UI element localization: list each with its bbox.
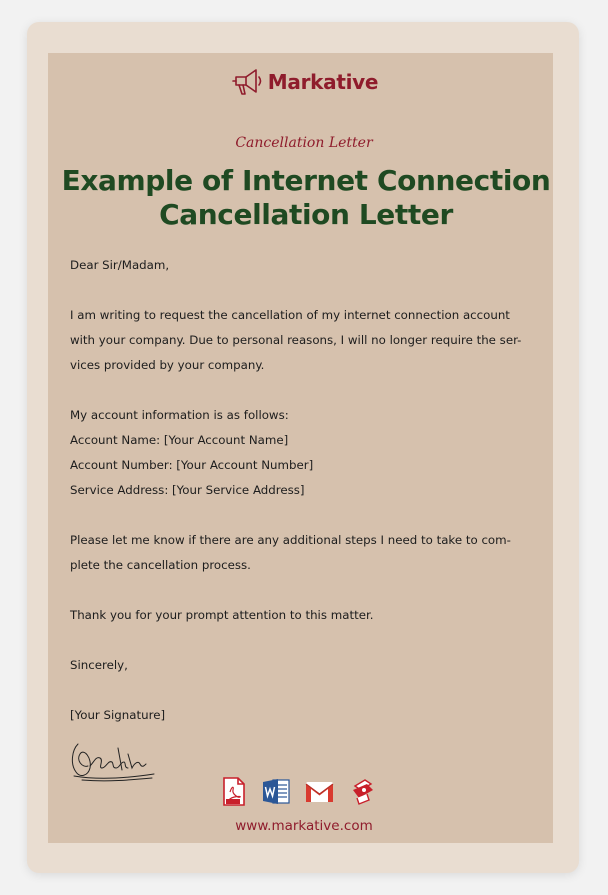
account-name-line: Account Name: [Your Account Name] bbox=[70, 433, 289, 447]
closing: Sincerely, bbox=[70, 658, 128, 672]
greeting: Dear Sir/Madam, bbox=[70, 258, 170, 272]
handwritten-signature bbox=[68, 736, 158, 788]
print-icon[interactable] bbox=[347, 776, 378, 807]
paragraph-line: I am writing to request the cancellation of my internet connection account bbox=[70, 308, 510, 322]
service-address-line: Service Address: [Your Service Address] bbox=[70, 483, 305, 497]
gmail-icon[interactable] bbox=[304, 776, 335, 807]
brand-logo[interactable] bbox=[0, 67, 608, 97]
download-icons bbox=[218, 776, 378, 807]
signature-placeholder: [Your Signature] bbox=[70, 708, 166, 722]
website-link[interactable]: www.markative.com bbox=[235, 818, 373, 834]
paragraph-line: Please let me know if there are any additional steps I need to take to com- bbox=[70, 533, 511, 547]
page-title: Example of Internet Connection Cancellation Letter bbox=[61, 164, 551, 231]
account-intro: My account information is as follows: bbox=[70, 408, 289, 422]
paragraph-line: plete the cancellation process. bbox=[70, 558, 251, 572]
paragraph-line: with your company. Due to personal reasons, I will no longer require the ser- bbox=[70, 333, 522, 347]
brand-name: Markative bbox=[267, 70, 379, 94]
word-icon[interactable] bbox=[261, 776, 292, 807]
account-number-line: Account Number: [Your Account Number] bbox=[70, 458, 314, 472]
paragraph-line: vices provided by your company. bbox=[70, 358, 265, 372]
thanks-line: Thank you for your prompt attention to this matter. bbox=[70, 608, 374, 622]
document-category: Cancellation Letter bbox=[235, 135, 373, 151]
letter-body bbox=[70, 253, 532, 728]
pdf-icon[interactable] bbox=[218, 776, 249, 807]
megaphone-icon bbox=[230, 67, 264, 97]
